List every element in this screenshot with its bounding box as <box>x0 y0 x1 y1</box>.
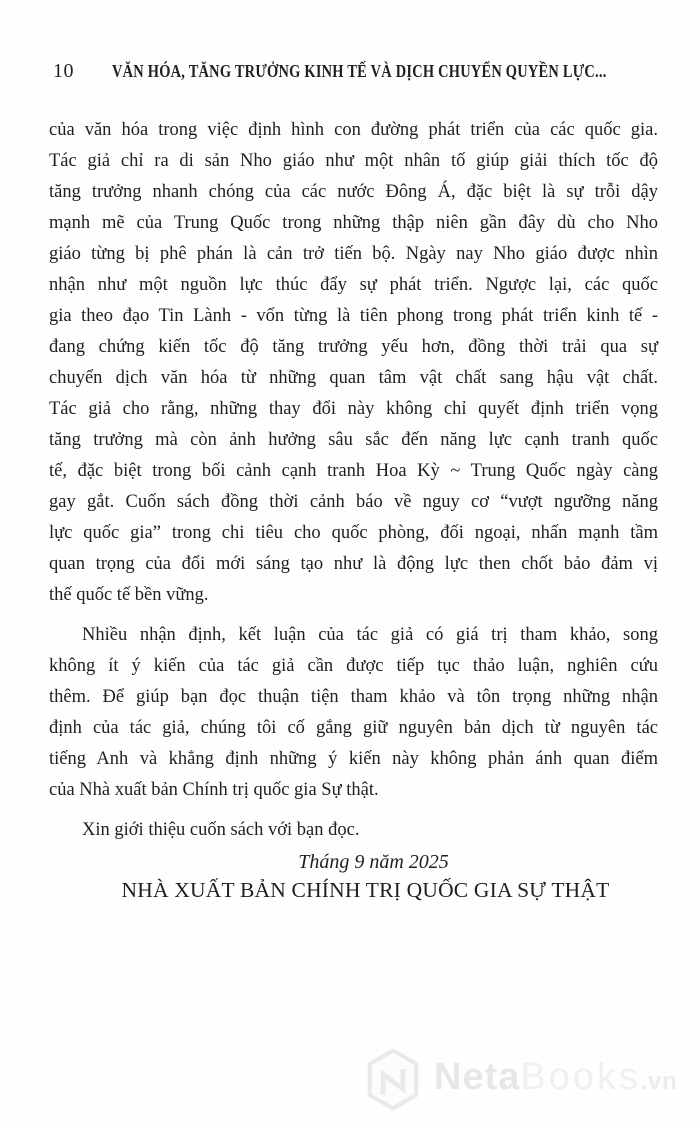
publisher-line: NHÀ XUẤT BẢN CHÍNH TRỊ QUỐC GIA SỰ THẬT <box>121 878 610 902</box>
text-line: tế, đặc biệt trong bối cảnh cạnh tranh Hoa Kỳ ~ Trung Quốc ngày càng <box>49 461 658 481</box>
body-text <box>49 115 658 846</box>
text-line: mạnh mẽ của Trung Quốc trong những thập niên gần đây dù cho Nho <box>49 213 658 233</box>
watermark-text <box>434 1046 677 1113</box>
text-line: nhận như một nguồn lực thúc đẩy sự phát triển. Ngược lại, các quốc <box>49 275 658 295</box>
text-line: thế quốc tế bền vững. <box>49 585 209 605</box>
netabooks-hexagon-n-icon <box>364 1048 422 1111</box>
text-line: lực quốc gia” trong chi tiêu cho quốc phòng, đối ngoại, nhấn mạnh tầm <box>49 523 658 543</box>
text-line: của văn hóa trong việc định hình con đường phát triển của các quốc gia. <box>49 120 658 140</box>
text-line: đang chứng kiến tốc độ tăng trưởng yếu hơn, đồng thời trải qua sự <box>49 337 658 357</box>
paragraph <box>49 620 658 806</box>
paragraph <box>49 815 658 846</box>
text-line: không ít ý kiến của tác giả cần được tiếp tục thảo luận, nghiên cứu <box>49 656 658 676</box>
text-line: Tác giả chỉ ra di sản Nho giáo như một nhân tố giúp giải thích tốc độ <box>49 151 658 171</box>
date-line: Tháng 9 năm 2025 <box>298 851 449 873</box>
paragraph <box>49 115 658 611</box>
text-line: giáo từng bị phê phán là cản trở tiến bộ. Ngày nay Nho giáo được nhìn <box>49 244 658 264</box>
page-number: 10 <box>53 60 74 82</box>
running-title: VĂN HÓA, TĂNG TRƯỞNG KINH TẾ VÀ DỊCH CHUYỂN QUYỀN LỰC... <box>112 61 607 81</box>
netabooks-watermark <box>364 1046 677 1113</box>
text-line: tăng trưởng nhanh chóng của các nước Đông Á, đặc biệt là sự trỗi dậy <box>49 182 658 202</box>
text-line: tiếng Anh và khẳng định những ý kiến này không phản ánh quan điểm <box>49 749 658 769</box>
text-line: thêm. Để giúp bạn đọc thuận tiện tham khảo và tôn trọng những nhận <box>49 687 658 707</box>
page-header <box>53 60 660 83</box>
text-line: Xin giới thiệu cuốn sách với bạn đọc. <box>82 820 360 840</box>
text-line: Tác giả cho rằng, những thay đổi này không chỉ quyết định triển vọng <box>49 399 658 419</box>
text-line: quan trọng của đổi mới sáng tạo như là động lực then chốt bảo đảm vị <box>49 554 658 574</box>
text-line: gay gắt. Cuốn sách đồng thời cảnh báo về nguy cơ “vượt ngưỡng năng <box>49 492 658 512</box>
text-line: định của tác giả, chúng tôi cố gắng giữ nguyên bản dịch từ nguyên tác <box>49 718 658 738</box>
watermark-brand-neta: Neta <box>434 1056 521 1098</box>
text-line: tăng trưởng mà còn ảnh hưởng sâu sắc đến năng lực cạnh tranh quốc <box>49 430 658 450</box>
text-line: Nhiều nhận định, kết luận của tác giả có giá trị tham khảo, song <box>82 625 658 645</box>
text-line: của Nhà xuất bản Chính trị quốc gia Sự thật. <box>49 780 379 800</box>
text-line: chuyển dịch văn hóa từ những quan tâm vật chất sang hậu vật chất. <box>49 368 658 388</box>
watermark-brand-books: Books <box>520 1056 641 1098</box>
text-line: gia theo đạo Tin Lành - vốn từng là tiên phong trong phát triển kinh tế - <box>49 306 658 326</box>
watermark-suffix-vn: .vn <box>641 1068 678 1095</box>
